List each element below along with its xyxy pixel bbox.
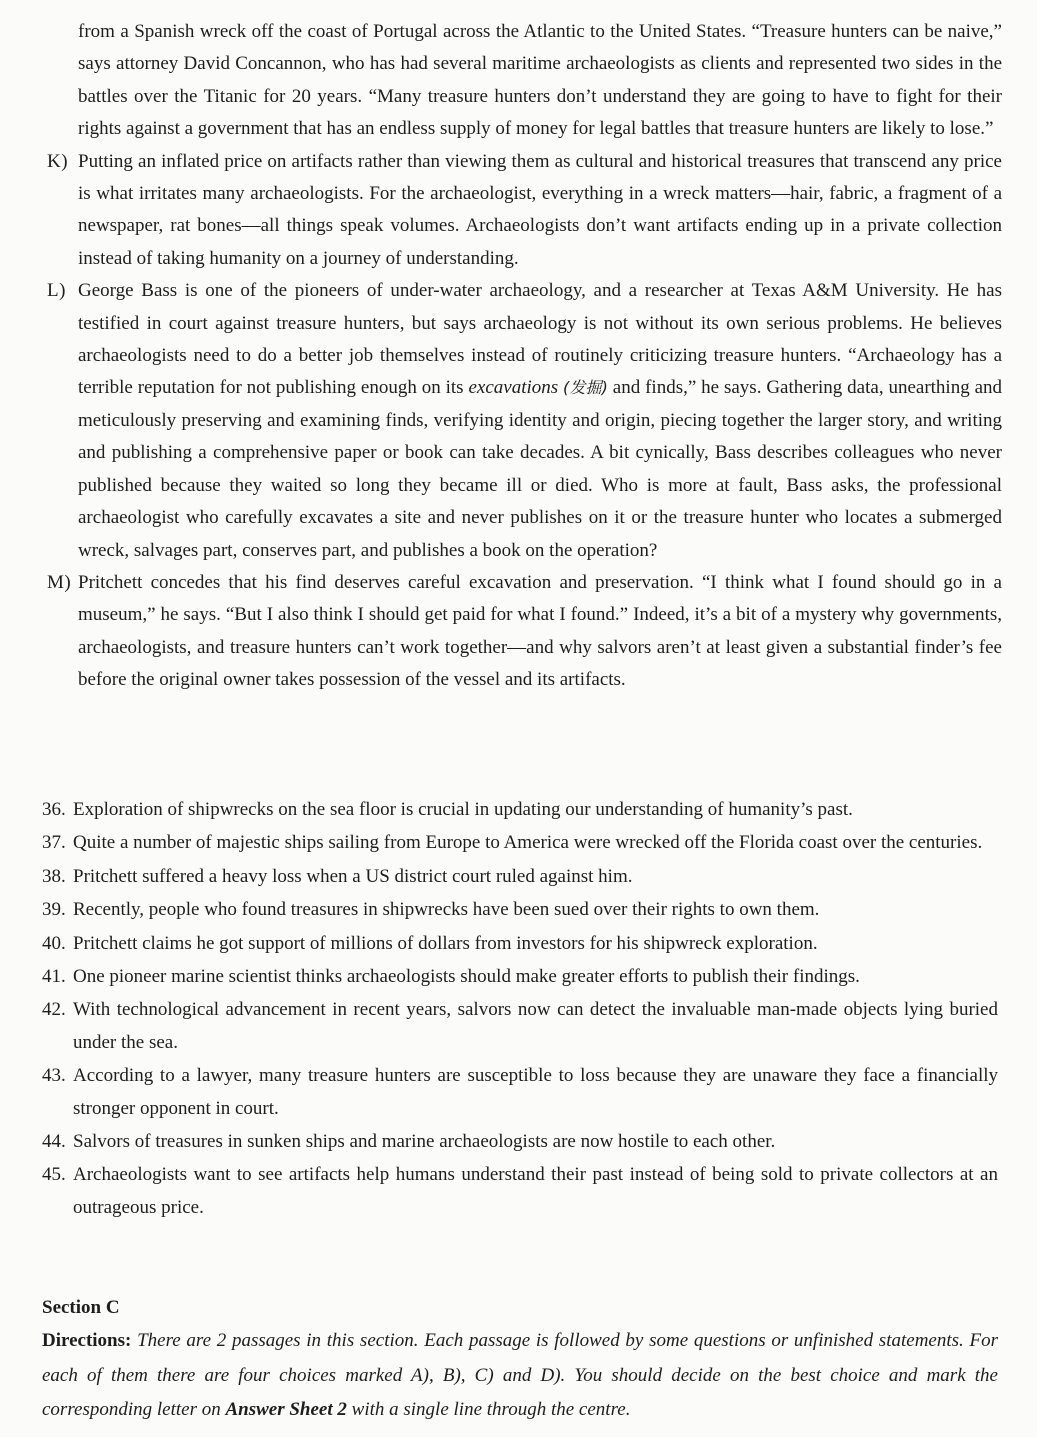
section-c — [42, 1292, 998, 1428]
directions-text — [42, 1330, 998, 1420]
question-number: 38. — [42, 865, 66, 887]
directions — [42, 1324, 998, 1428]
paragraph-text: Putting an inflated price on artifacts rather than viewing them as cultural and historical treasures that transcend any price is what irritates many archaeologists. For the archaeologist, everything in a wreck matters—hair, fabric, a fragment of a newspaper, rat bones—all things speak volumes. Archaeologists don’t want artifacts ending up in a private collection instead of taking humanity on a journey of understanding. — [78, 150, 1002, 269]
question-item — [42, 794, 998, 826]
question-list — [42, 794, 998, 1225]
question-number: 44. — [42, 1131, 66, 1153]
question-text: One pioneer marine scientist thinks archaeologists should make greater efforts to publish their findings. — [73, 966, 860, 988]
question-item — [42, 928, 998, 960]
question-item — [42, 1126, 998, 1158]
question-text: Exploration of shipwrecks on the sea floor is crucial in updating our understanding of humanity’s past. — [73, 799, 853, 820]
directions-text-part-1: There are 2 passages in this section. Each passage is followed by some questions or unfinished statements. For each of them there are four choices marked A), B), C) and D). You should decide on the best choice and mark the corresponding letter on — [42, 1330, 998, 1420]
question-number: 43. — [42, 1065, 66, 1087]
italic-term: excavations — [468, 377, 559, 399]
directions-text-part-2: with a single line through the centre. — [346, 1399, 631, 1420]
paragraph-letter: K) — [47, 150, 69, 172]
question-text: Archaeologists want to see artifacts help humans understand their past instead of being sold to private collectors at an outrageous price. — [73, 1164, 998, 1218]
question-text: Salvors of treasures in sunken ships and marine archaeologists are now hostile to each other. — [73, 1131, 776, 1153]
question-number: 36. — [42, 799, 66, 820]
question-number: 40. — [42, 932, 66, 954]
question-text: According to a lawyer, many treasure hunters are susceptible to loss because they are unaware they face a financially stronger opponent in court. — [73, 1065, 998, 1119]
question-text: With technological advancement in recent years, salvors now can detect the invaluable man-made objects lying buried under the sea. — [73, 999, 998, 1053]
answer-sheet-label: Answer Sheet 2 — [225, 1399, 347, 1420]
question-text: Quite a number of majestic ships sailing from Europe to America were wrecked off the Florida coast over the centuries. — [73, 832, 983, 854]
chinese-gloss: (发掘) — [563, 378, 608, 398]
question-item — [42, 1060, 998, 1125]
passage — [44, 16, 1002, 697]
question-item — [42, 894, 998, 926]
question-item — [42, 994, 998, 1059]
directions-label: Directions: — [42, 1330, 132, 1351]
paragraph-letter: L) — [47, 280, 66, 302]
paragraph-m — [44, 567, 1002, 697]
question-text: Pritchett suffered a heavy loss when a US district court ruled against him. — [73, 865, 633, 887]
paragraph-text-before: George Bass is one of the pioneers of under-water archaeology, and a researcher at Texas A&M University. He has testified in court against treasure hunters, but says archaeology is not without its own serious problems. He believes archaeologists need to do a better job themselves instead of routinely criticizing treasure hunters. “Archaeology has a terrible reputation for not publishing enough on its — [78, 280, 1002, 399]
paragraph-text: Pritchett concedes that his find deserves careful excavation and preservation. “I think what I found should go in a museum,” he says. “But I also think I should get paid for what I found.” Indeed, it’s a bit of a mystery why governments, archaeologists, and treasure hunters can’t work together—and why salvors aren’t at least given a substantial finder’s fee before the original owner takes possession of the vessel and its artifacts. — [78, 571, 1002, 691]
question-number: 45. — [42, 1164, 66, 1186]
question-number: 37. — [42, 832, 66, 854]
section-title: Section C — [42, 1297, 120, 1318]
question-item — [42, 861, 998, 893]
question-item — [42, 1159, 998, 1224]
question-text: Pritchett claims he got support of millions of dollars from investors for his shipwreck exploration. — [73, 932, 818, 954]
question-number: 41. — [42, 966, 66, 988]
paragraph-k — [44, 146, 1002, 276]
passage-continuation: from a Spanish wreck off the coast of Portugal across the Atlantic to the United States. “Treasure hunters can be naive,” says attorney David Concannon, who has had several maritime archaeologists as clients and represented two sides in the battles over the Titanic for 20 years. “Many treasure hunters don’t understand they are going to have to fight for their rights against a government that has an endless supply of money for legal battles that treasure hunters are likely to lose.” — [78, 21, 1002, 140]
paragraph-text-after: and finds,” he says. Gathering data, unearthing and meticulously preserving and examining finds, verifying identity and origin, piecing together the larger story, and writing and publishing a comprehensive paper or book can take decades. A bit cynically, Bass describes colleagues who never published because they waited so long they became ill or died. Who is more at fault, Bass asks, the professional archaeologist who carefully excavates a site and never publishes on it or the treasure hunter who locates a submerged wreck, salvages part, conserves part, and publishes a book on the operation? — [78, 377, 1003, 561]
question-text: Recently, people who found treasures in shipwrecks have been sued over their rights to own them. — [73, 899, 820, 921]
question-item — [42, 961, 998, 993]
paragraph-letter: M) — [47, 571, 72, 593]
paragraph-l — [44, 275, 1002, 567]
question-number: 42. — [42, 999, 66, 1021]
question-number: 39. — [42, 899, 66, 921]
question-item — [42, 827, 998, 859]
